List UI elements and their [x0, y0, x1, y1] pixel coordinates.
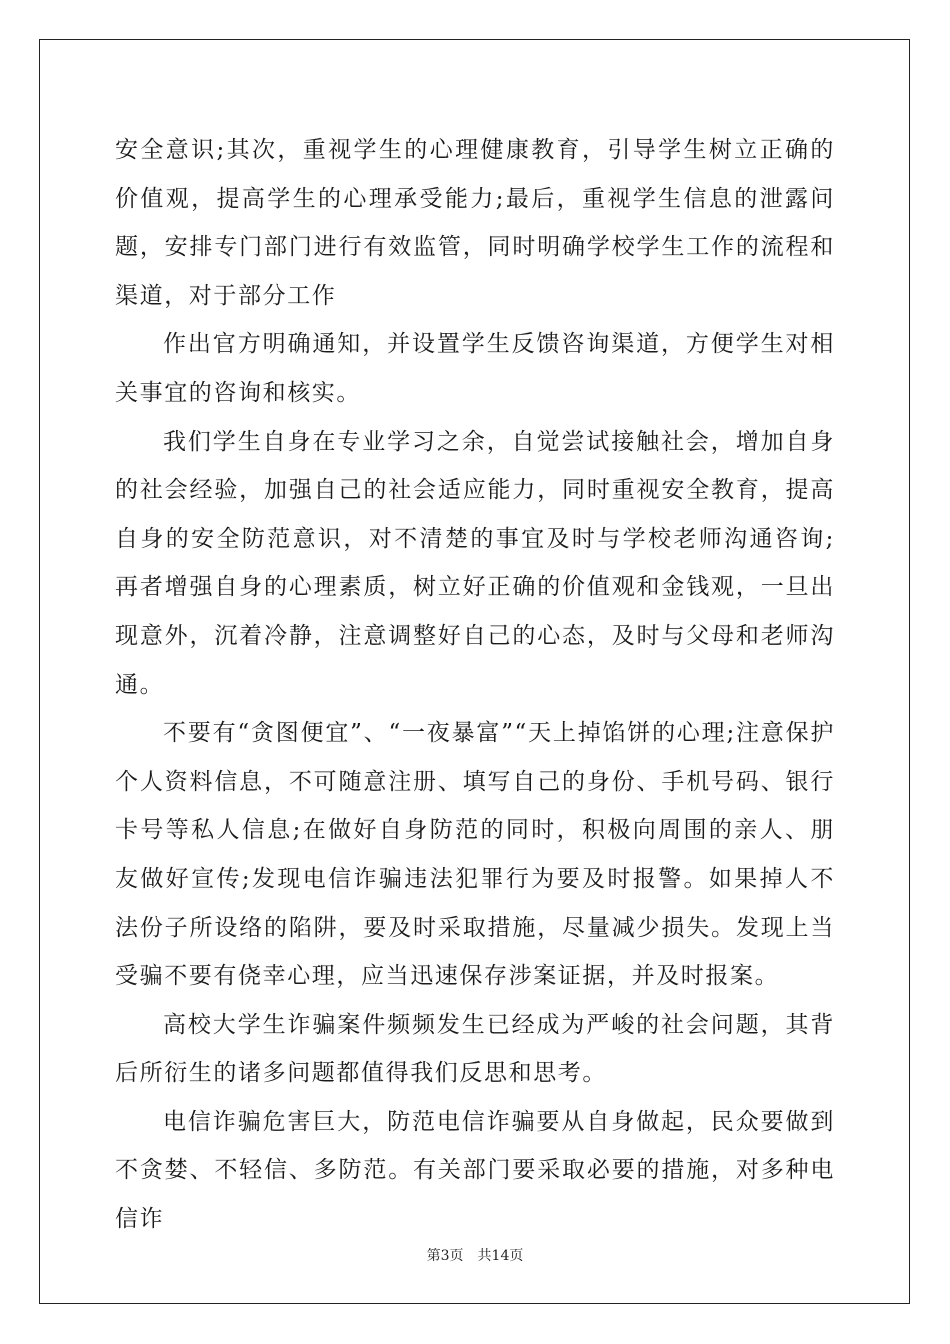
paragraph-2: 作出官方明确通知，并设置学生反馈咨询渠道，方便学生对相关事宜的咨询和核实。 — [115, 331, 835, 406]
page-footer — [0, 1245, 950, 1265]
document-body — [115, 126, 835, 1244]
page-number: 第3页 — [426, 1248, 464, 1264]
paragraph-3: 我们学生自身在专业学习之余，自觉尝试接触社会，增加自身的社会经验，加强自己的社会适应能力，同时重视安全教育，提高自身的安全防范意识，对不清楚的事宜及时与学校老师沟通咨询;再者增强自身的心理素质，树立好正确的价值观和金钱观，一旦出现意外，沉着冷静，注意调整好自己的心态，及时与父母和老师沟通。 — [115, 428, 835, 698]
paragraph-6: 电信诈骗危害巨大，防范电信诈骗要从自身做起，民众要做到不贪婪、不轻信、多防范。有关部门要采取必要的措施，对多种电信诈 — [115, 1108, 835, 1233]
total-pages: 共14页 — [477, 1248, 524, 1264]
paragraph-5: 高校大学生诈骗案件频频发生已经成为严峻的社会问题，其背后所衍生的诸多问题都值得我们反思和思考。 — [115, 1011, 835, 1087]
paragraph-1: 安全意识;其次，重视学生的心理健康教育，引导学生树立正确的价值观，提高学生的心理承受能力;最后，重视学生信息的泄露问题，安排专门部门进行有效监管，同时明确学校学生工作的流程和渠道，对于部分工作 — [115, 137, 835, 309]
paragraph-4: 不要有“贪图便宜”、“一夜暴富”“天上掉馅饼的心理;注意保护个人资料信息，不可随意注册、填写自己的身份、手机号码、银行卡号等私人信息;在做好自身防范的同时，积极向周围的亲人、朋友做好宣传;发现电信诈骗违法犯罪行为要及时报警。如果掉人不法份子所设络的陷阱，要及时采取措施，尽量减少损失。发现上当受骗不要有侥幸心理，应当迅速保存涉案证据，并及时报案。 — [115, 720, 835, 990]
